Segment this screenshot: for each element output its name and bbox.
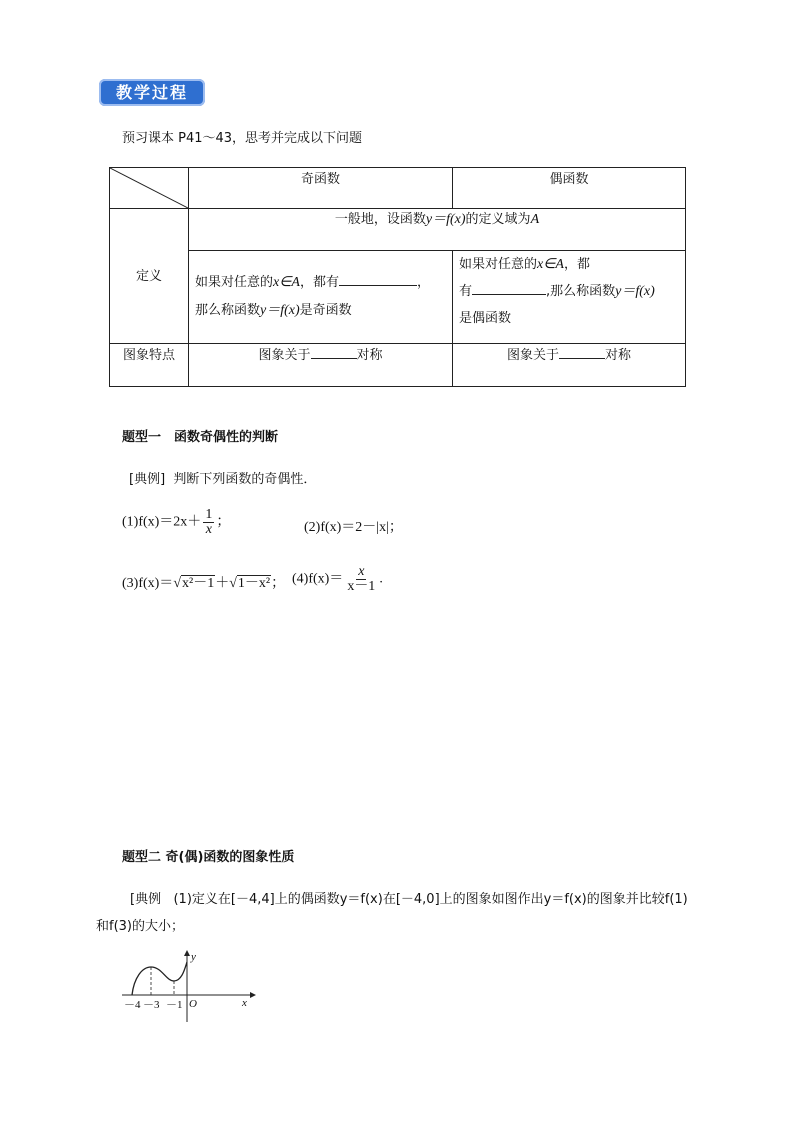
row-label-graph: 图象特点 [110, 344, 189, 387]
corner-cell [110, 168, 189, 209]
section-badge: 教学过程 [99, 79, 205, 106]
x-axis-arrow [250, 992, 256, 998]
header-odd: 奇函数 [189, 168, 453, 209]
heading-type2: 题型二 奇(偶)函数的图象性质 [122, 850, 295, 865]
definition-common: 一般地，设函数y＝f(x)的定义域为A [189, 209, 686, 251]
y-axis-arrow [184, 950, 190, 956]
heading-type1: 题型一 函数奇偶性的判断 [122, 430, 279, 445]
problem-1: (1)f(x)＝2x＋ $\frac{1}{x}$ ； [122, 507, 231, 537]
tick-label-minus1: －1 [166, 999, 183, 1011]
function-graph [118, 948, 258, 1026]
x-axis-label: x [242, 997, 247, 1009]
answer-blank[interactable] [311, 344, 357, 359]
tick-label-minus3: －3 [143, 999, 160, 1011]
y-axis-label: y [191, 951, 196, 963]
intro-text: 预习课本 P41～43，思考并完成以下问题 [122, 131, 363, 146]
origin-label: O [189, 998, 197, 1010]
diagonal-line [110, 168, 188, 208]
row-label-definition: 定义 [110, 209, 189, 344]
example1: [典例] 判断下列函数的奇偶性． [129, 472, 317, 487]
definition-even: 如果对任意的x∈A，都 有 ,那么称函数y＝f(x) 是偶函数 [453, 251, 686, 344]
problem-4: (4)f(x)＝ $\frac{x}{x-1}$ . [292, 564, 383, 594]
example2-line1: [典例 (1)定义在[－4,4]上的偶函数y＝f(x)在[－4,0]上的图象如图作出y＝f(x)的图象并比较f(1) [130, 892, 688, 907]
function-curve [132, 962, 187, 995]
tick-label-minus4: －4 [124, 999, 141, 1011]
graph-even: 图象关于 对称 [453, 344, 686, 387]
graph-odd: 图象关于 对称 [189, 344, 453, 387]
answer-blank[interactable] [559, 344, 605, 359]
problem-3: (3)f(x)＝√x²－1＋√1－x²； [122, 576, 286, 591]
definition-table [109, 167, 686, 387]
answer-blank[interactable] [339, 271, 417, 286]
example2-line2: 和f(3)的大小； [96, 919, 184, 934]
header-even: 偶函数 [453, 168, 686, 209]
definition-odd: 如果对任意的x∈A，都有 ， 那么称函数y＝f(x)是奇函数 [189, 251, 453, 344]
problem-2: (2)f(x)＝2－|x|； [304, 520, 403, 535]
answer-blank[interactable] [472, 280, 546, 295]
